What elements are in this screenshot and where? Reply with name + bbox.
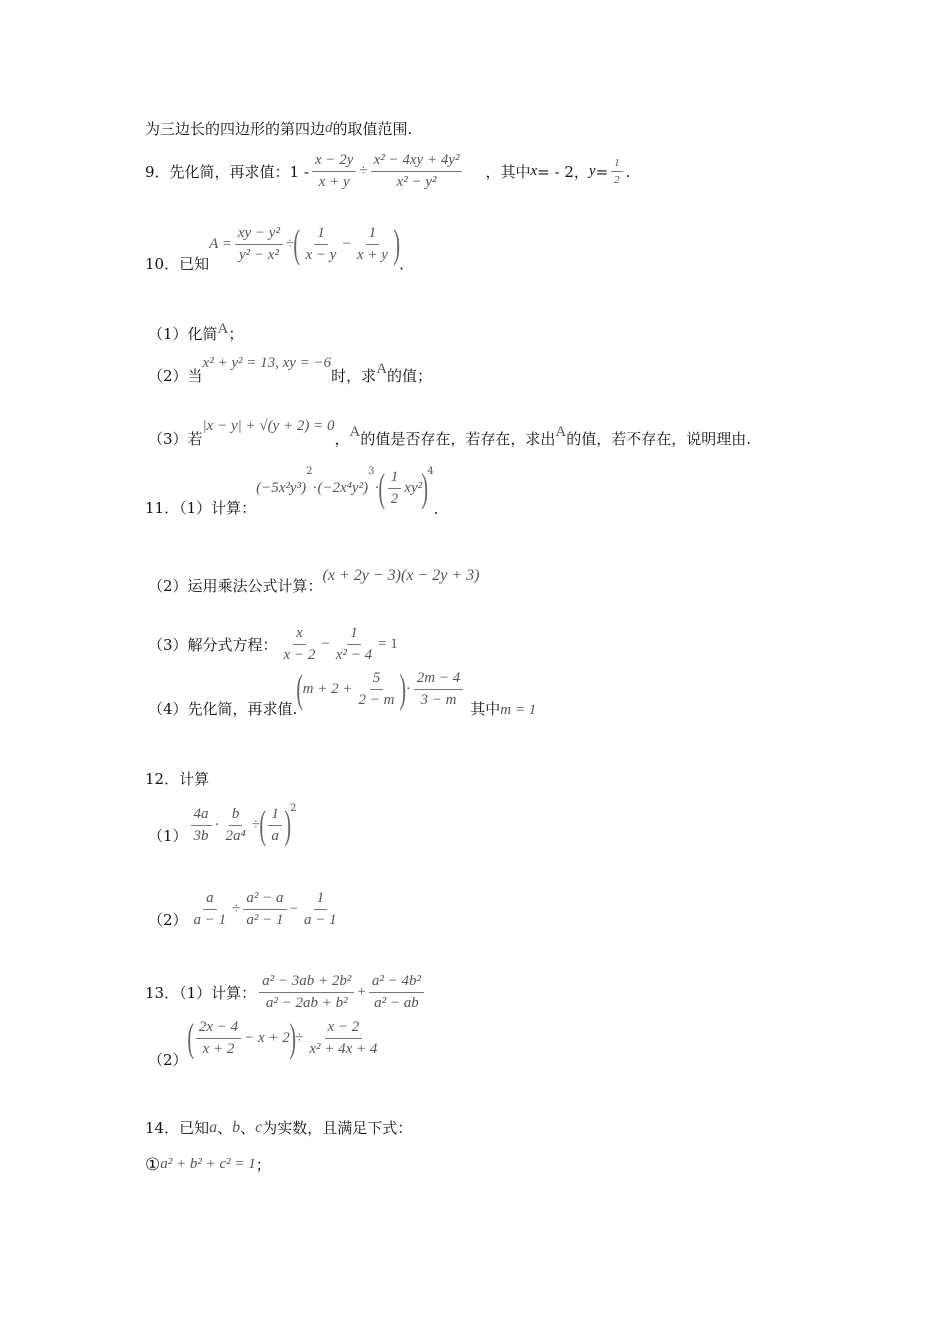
paren: ) <box>393 221 400 266</box>
part-label: （1） <box>148 826 188 845</box>
exponent: 4 <box>427 466 434 477</box>
numerator: 1 <box>347 625 361 645</box>
numerator: 1 <box>314 890 328 910</box>
question-label: 13．（1）计算： <box>145 984 257 1002</box>
q11-part-2 <box>148 565 480 595</box>
fraction <box>371 152 463 191</box>
part-label: （2） <box>148 1051 188 1069</box>
operator: − <box>321 636 330 652</box>
text: 的值，若不存在，说明理由. <box>566 430 751 448</box>
numerator: 1 <box>388 469 402 489</box>
math-expression: |x − y| + √(y + 2) = 0 <box>202 418 335 434</box>
fraction <box>191 890 230 929</box>
paren: ( <box>186 1015 194 1060</box>
fraction <box>243 890 286 929</box>
denominator: x − 2 <box>283 647 316 663</box>
text: ，其中 <box>485 163 531 181</box>
text: 1 - <box>289 162 309 181</box>
denominator: 3b <box>193 827 209 844</box>
denominator: x − y <box>305 246 337 263</box>
var: A <box>349 424 361 440</box>
exponent: 2 <box>306 466 313 477</box>
fraction <box>223 806 249 845</box>
paren: ) <box>284 802 291 847</box>
part-label: （1）化简 <box>148 325 218 343</box>
fraction <box>354 225 391 264</box>
part-label: （2） <box>148 911 188 929</box>
denominator: a² − ab <box>374 995 419 1011</box>
q10-part-1 <box>148 323 243 344</box>
question-10 <box>145 221 415 278</box>
line-q8-tail <box>145 118 412 139</box>
math-expression: = 1 <box>378 636 398 652</box>
denominator: a − 1 <box>304 912 337 928</box>
fraction <box>268 806 282 845</box>
text: 其中 <box>470 700 501 718</box>
text: 、 <box>240 1119 256 1137</box>
q11-part-4 <box>148 666 537 723</box>
text: 时，求 <box>331 367 377 385</box>
var: a <box>209 1118 218 1136</box>
operator: ÷ <box>232 901 241 917</box>
part-label: （3）解分式方程： <box>148 636 278 654</box>
q12-part-1 <box>148 802 297 847</box>
text: ． <box>399 255 415 273</box>
numerator: 2x − 4 <box>196 1019 241 1039</box>
text: 的值； <box>387 367 433 385</box>
text: 为三边长的四边形的第四边 <box>145 120 326 138</box>
math-expression: m + 2 + <box>302 680 353 697</box>
denominator: 2 <box>614 174 620 186</box>
part-label: （4）先化简，再求值. <box>148 700 298 718</box>
numerator: a <box>203 890 217 910</box>
var: c <box>255 1118 263 1136</box>
fraction <box>611 157 623 186</box>
text: . <box>625 162 631 181</box>
fraction <box>414 670 463 709</box>
numerator: 1 <box>268 806 282 826</box>
operator: · <box>405 680 411 697</box>
question-11 <box>145 465 439 522</box>
math-expression: xy² <box>404 479 423 496</box>
numerator: 1 <box>314 225 328 245</box>
var: A <box>217 321 229 337</box>
denominator: 2 <box>390 490 399 507</box>
math-expression: (−5x²y³) <box>256 479 307 496</box>
question-label: 10．已知 <box>145 255 210 273</box>
numerator: x − 2y <box>312 152 356 172</box>
operator: ÷ <box>295 1029 304 1046</box>
fraction <box>355 670 397 709</box>
question-9 <box>145 152 630 191</box>
text: ； <box>255 1156 271 1174</box>
var: x <box>530 163 538 179</box>
operator: − <box>289 901 298 917</box>
var-d: d <box>325 120 333 136</box>
operator: + <box>357 984 366 1000</box>
fraction <box>235 225 283 264</box>
denominator: x + 2 <box>202 1040 235 1057</box>
numerator: 1 <box>366 225 380 245</box>
paren: ) <box>399 666 407 711</box>
numerator: x² − 4xy + 4y² <box>371 152 463 172</box>
numerator: a² − a <box>243 890 286 910</box>
numerator: 4a <box>191 806 212 826</box>
numerator: xy − y² <box>235 225 283 245</box>
operator: − <box>342 235 351 252</box>
q14-condition-1 <box>145 1154 271 1175</box>
operator: ÷ <box>285 235 295 252</box>
math-expression: (−2x⁴y²) <box>317 479 369 496</box>
q13-part-2 <box>148 1015 383 1072</box>
denominator: x² + 4x + 4 <box>309 1040 378 1057</box>
denominator: a² − 2ab + b² <box>265 995 348 1011</box>
fraction <box>312 152 356 191</box>
math-expression: − x + 2 <box>244 1029 290 1046</box>
text: 为实数，且满足下式： <box>262 1119 413 1137</box>
question-label: 12．计算 <box>145 770 210 788</box>
var: A <box>555 424 567 440</box>
numerator: x − 2 <box>325 1019 363 1039</box>
denominator: x² − y² <box>396 174 437 190</box>
paren: ( <box>259 802 266 847</box>
text: 的取值范围. <box>332 120 413 138</box>
denominator: a² − 1 <box>246 912 284 928</box>
text: = <box>595 162 609 181</box>
operator: · <box>374 479 380 496</box>
numerator: 2m − 4 <box>414 670 463 690</box>
denominator: a − 1 <box>193 912 227 928</box>
text: 、 <box>217 1119 233 1137</box>
denominator: a <box>271 827 279 844</box>
denominator: x + y <box>318 174 350 190</box>
paren: ( <box>296 666 304 711</box>
numerator: a² − 3ab + 2b² <box>259 973 354 993</box>
part-label: （2）运用乘法公式计算： <box>148 577 323 595</box>
text: A = <box>209 235 232 252</box>
paren: ) <box>421 465 429 510</box>
q10-part-2 <box>148 355 433 386</box>
fraction <box>259 973 354 1012</box>
fraction <box>306 1019 380 1058</box>
denominator: 2 − m <box>358 691 395 708</box>
text: = - 2， <box>537 163 589 181</box>
fraction <box>301 890 340 929</box>
math-expression: x² + y² = 13, xy = −6 <box>202 355 332 371</box>
question-label: 11．（1）计算： <box>145 499 257 517</box>
denominator: x² − 4 <box>335 647 373 663</box>
fraction <box>333 625 375 664</box>
question-label: 14．已知 <box>145 1119 210 1137</box>
numerator: b <box>229 806 243 826</box>
paren: ( <box>378 465 386 510</box>
var: y <box>588 163 596 179</box>
operator: ÷ <box>251 816 260 833</box>
paren: ( <box>293 221 301 266</box>
operator: · <box>312 479 318 496</box>
q11-part-3 <box>148 625 398 664</box>
exponent: 2 <box>290 803 297 814</box>
operator: · <box>214 816 220 833</box>
part-label: （2）当 <box>148 367 203 385</box>
text: ； <box>228 325 244 343</box>
math-expression: m = 1 <box>500 702 537 718</box>
numerator: 5 <box>370 670 384 690</box>
math-expression: a² + b² + c² = 1 <box>160 1156 256 1172</box>
fraction <box>196 1019 241 1058</box>
denominator: 2a⁴ <box>225 827 246 844</box>
question-14 <box>145 1117 412 1138</box>
question-12 <box>145 768 209 789</box>
exponent: 3 <box>368 466 375 477</box>
question-13 <box>145 973 427 1012</box>
text: ， <box>334 430 350 448</box>
text: 的值是否存在，若存在，求出 <box>360 430 556 448</box>
paren: ) <box>289 1015 296 1060</box>
question-label: 9．先化简，再求值： <box>145 163 290 181</box>
denominator: y² − x² <box>238 246 279 263</box>
numerator: 1 <box>611 157 623 172</box>
fraction <box>388 469 402 508</box>
part-label: （3）若 <box>148 430 203 448</box>
var: A <box>376 361 388 377</box>
text: . <box>433 500 439 518</box>
operator: ÷ <box>359 163 368 179</box>
denominator: x + y <box>356 246 388 263</box>
var: b <box>232 1118 241 1136</box>
q12-part-2 <box>148 890 343 929</box>
circled-number: ① <box>145 1154 161 1175</box>
q10-part-3 <box>148 418 751 449</box>
fraction <box>369 973 424 1012</box>
denominator: 3 − m <box>420 691 457 708</box>
fraction <box>191 806 212 845</box>
numerator: x <box>293 625 306 645</box>
fraction <box>303 225 340 264</box>
numerator: a² − 4b² <box>369 973 424 993</box>
math-expression: (x + 2y − 3)(x − 2y + 3) <box>322 566 480 584</box>
fraction <box>281 625 319 664</box>
